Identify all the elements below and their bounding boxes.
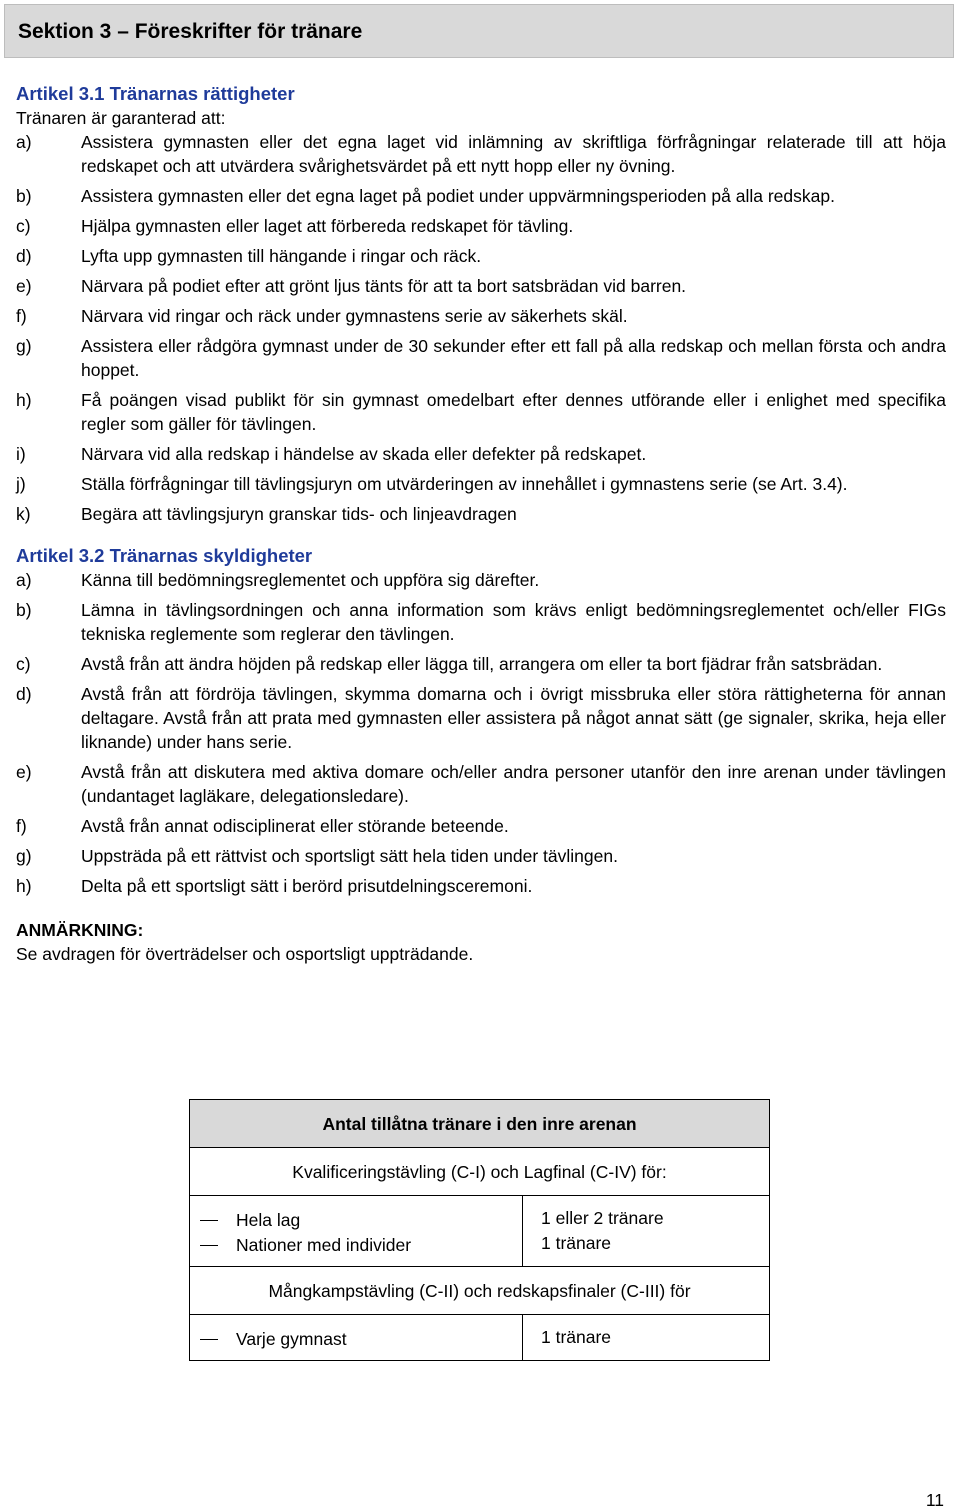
entry-label: Hela lag [236, 1210, 301, 1230]
list-item [16, 844, 946, 868]
list-marker: h) [16, 390, 32, 410]
list-marker: g) [16, 336, 32, 356]
list-marker: j) [16, 474, 26, 494]
list-item-text: Uppsträda på ett rättvist och sportsligt sätt hela tiden under tävlingen. [81, 846, 618, 866]
document-body [16, 82, 946, 966]
list-marker: d) [16, 246, 32, 266]
article-3-2-title: Artikel 3.2 Tränarnas skyldigheter [16, 545, 313, 566]
dash-bullet [200, 1339, 218, 1340]
list-item [16, 652, 946, 676]
entry-value: 1 eller 2 tränare [541, 1208, 664, 1228]
list-item [16, 334, 946, 382]
list-item [16, 304, 946, 328]
page-number: 11 [925, 1490, 944, 1510]
table-entry [236, 1233, 522, 1258]
duties-list [16, 568, 946, 898]
list-item [16, 598, 946, 646]
table-cell-labels [190, 1315, 523, 1360]
list-item [16, 214, 946, 238]
dash-bullet [200, 1245, 218, 1246]
list-item [16, 502, 946, 526]
list-item-text: Avstå från annat odisciplinerat eller störande beteende. [81, 816, 509, 836]
list-marker: k) [16, 504, 31, 524]
list-item-text: Hjälpa gymnasten eller laget att förbereda redskapet för tävling. [81, 216, 574, 236]
list-item-text: Assistera gymnasten eller det egna laget på podiet under uppvärmningsperioden på alla redskap. [81, 186, 835, 206]
dash-bullet [200, 1220, 218, 1221]
list-item-text: Få poängen visad publikt för sin gymnast omedelbart efter dennes utförande eller i enlighet med specifika regler som gäller för tävlingen. [81, 390, 946, 434]
table-entry [236, 1327, 522, 1352]
coaches-table [189, 1099, 770, 1361]
list-item-text: Närvara på podiet efter att grönt ljus tänts för att ta bort satsbrädan vid barren. [81, 276, 687, 296]
list-item-text: Närvara vid ringar och räck under gymnastens serie av säkerhets skäl. [81, 306, 628, 326]
list-item [16, 682, 946, 754]
section-header-bar [4, 4, 954, 58]
list-marker: h) [16, 876, 32, 896]
list-item [16, 244, 946, 268]
list-item-text: Begära att tävlingsjuryn granskar tids- och linjeavdragen [81, 504, 517, 524]
list-item-text: Ställa förfrågningar till tävlingsjuryn om utvärderingen av innehållet i gymnastens serie (se Art. 3.4). [81, 474, 848, 494]
table-cell-values [523, 1196, 769, 1266]
list-item [16, 130, 946, 178]
list-marker: c) [16, 216, 31, 236]
entry-value: 1 tränare [541, 1327, 612, 1347]
list-item [16, 568, 946, 592]
list-marker: f) [16, 816, 27, 836]
list-item [16, 442, 946, 466]
list-marker: e) [16, 762, 32, 782]
table-group-title: Kvalificeringstävling (C-I) och Lagfinal (C-IV) för: [190, 1148, 769, 1196]
note-text: Se avdragen för överträdelser och osportsligt uppträdande. [16, 944, 474, 964]
list-item-text: Delta på ett sportsligt sätt i berörd prisutdelningsceremoni. [81, 876, 533, 896]
table-group-title: Mångkampstävling (C-II) och redskapsfinaler (C-III) för [190, 1267, 769, 1315]
entry-label: Nationer med individer [236, 1235, 412, 1255]
list-item-text: Assistera eller rådgöra gymnast under de 30 sekunder efter ett fall på alla redskap och mellan första och andra hoppet. [81, 336, 946, 380]
list-item-text: Avstå från att diskutera med aktiva domare och/eller andra personer utanför den inre arenan under tävlingen (undantaget lagläkare, delegationsledare). [81, 762, 946, 806]
list-marker: a) [16, 570, 32, 590]
list-marker: d) [16, 684, 32, 704]
list-item-text: Lyfta upp gymnasten till hängande i ringar och räck. [81, 246, 482, 266]
list-item-text: Närvara vid alla redskap i händelse av skada eller defekter på redskapet. [81, 444, 647, 464]
table-entry [236, 1208, 522, 1233]
list-item-text: Lämna in tävlingsordningen och anna information som krävs enligt bedömningsreglementet och/eller FIGs tekniska reglemente som reglerar den tävlingen. [81, 600, 946, 644]
table-row [190, 1196, 769, 1267]
rights-list [16, 130, 946, 526]
table-cell-values [523, 1315, 769, 1360]
list-marker: g) [16, 846, 32, 866]
list-item [16, 874, 946, 898]
list-item [16, 388, 946, 436]
list-marker: a) [16, 132, 32, 152]
list-marker: f) [16, 306, 27, 326]
list-item-text: Känna till bedömningsreglementet och uppföra sig därefter. [81, 570, 540, 590]
list-item-text: Assistera gymnasten eller det egna laget vid inlämning av skriftliga förfrågningar relaterade till att höja redskapet och att utvärdera svårighetsvärdet på ett nytt hopp eller ny övning. [81, 132, 946, 176]
section-title: Sektion 3 – Föreskrifter för tränare [18, 20, 363, 43]
list-marker: b) [16, 600, 32, 620]
note-title: ANMÄRKNING: [16, 920, 144, 940]
table-cell-labels [190, 1196, 523, 1266]
entry-value: 1 tränare [541, 1233, 612, 1253]
list-item [16, 760, 946, 808]
list-item [16, 814, 946, 838]
entry-label: Varje gymnast [236, 1329, 347, 1349]
list-marker: b) [16, 186, 32, 206]
table-header: Antal tillåtna tränare i den inre arenan [190, 1100, 769, 1148]
list-marker: c) [16, 654, 31, 674]
article-3-1-title: Artikel 3.1 Tränarnas rättigheter [16, 83, 295, 104]
list-item [16, 184, 946, 208]
list-marker: i) [16, 444, 26, 464]
article-3-1-intro: Tränaren är garanterad att: [16, 108, 226, 128]
list-item-text: Avstå från att fördröja tävlingen, skymma domarna och i övrigt missbruka eller störa rättigheterna för annan deltagare. Avstå från att prata med gymnasten eller assistera på något annat sätt (ge signaler, skrika, heja eller liknande) under hans serie. [81, 684, 946, 752]
list-item-text: Avstå från att ändra höjden på redskap eller lägga till, arrangera om eller ta bort fjädrar från satsbrädan. [81, 654, 883, 674]
list-item [16, 274, 946, 298]
table-row [190, 1315, 769, 1360]
list-item [16, 472, 946, 496]
list-marker: e) [16, 276, 32, 296]
